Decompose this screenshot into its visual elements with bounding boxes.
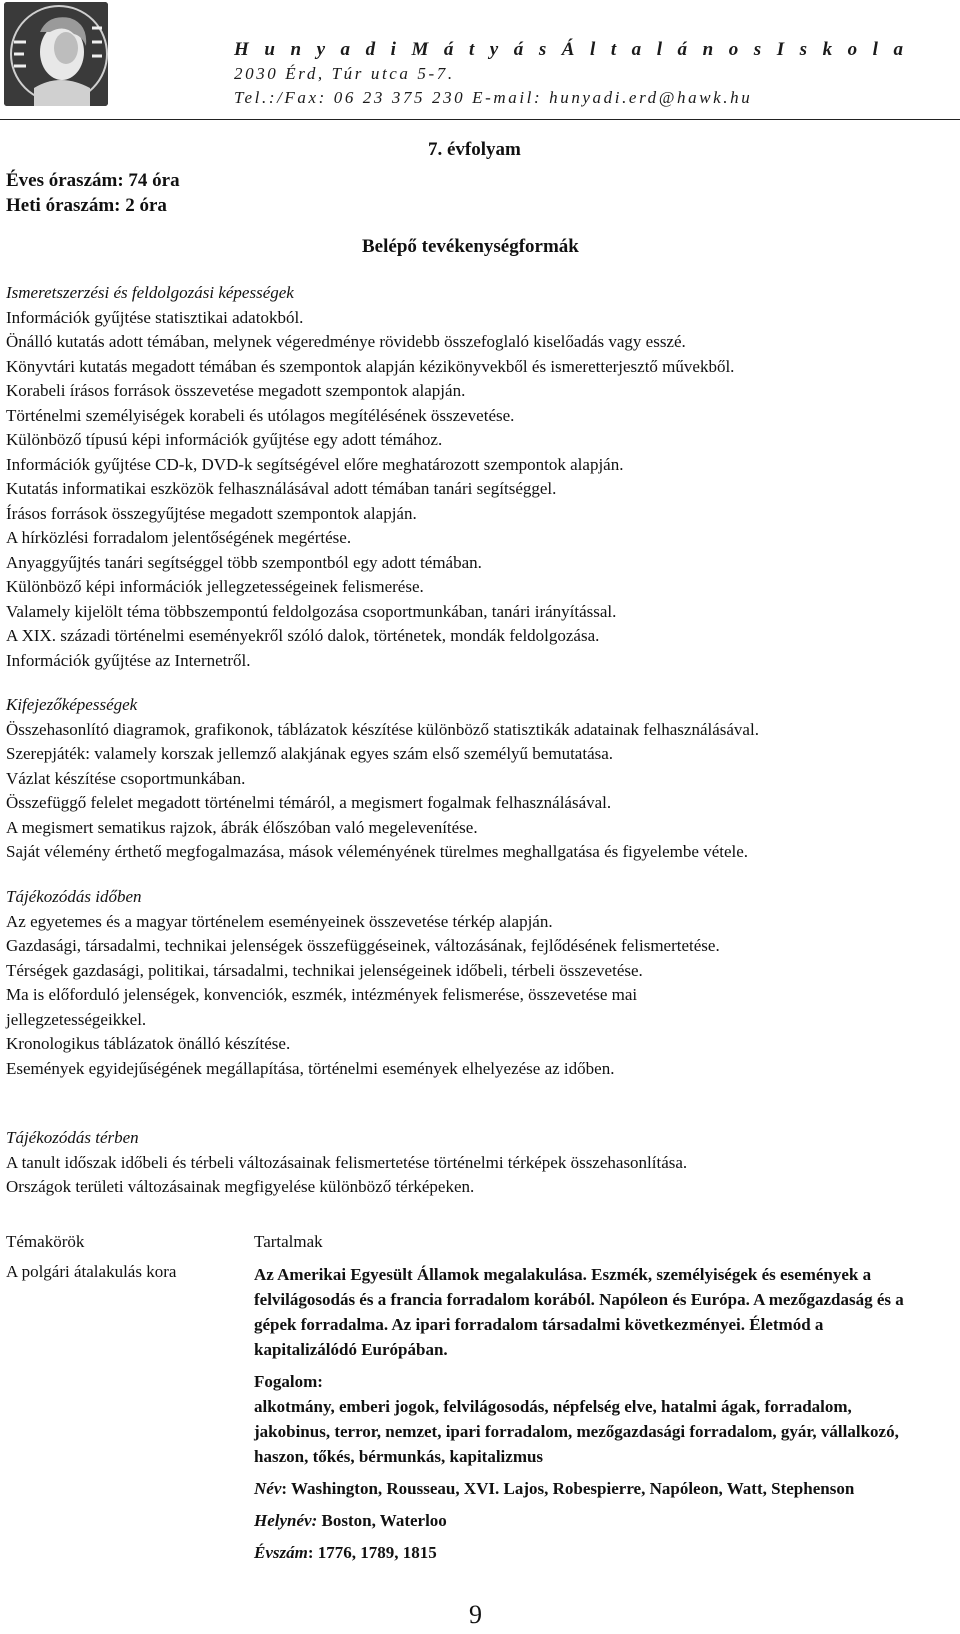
concepts-block — [254, 1369, 914, 1469]
topics-column-header: Témakörök — [6, 1232, 85, 1251]
years-label: Évszám — [254, 1543, 308, 1562]
header-divider — [0, 119, 960, 120]
text-line: A XIX. századi történelmi eseményekről szóló dalok, történetek, mondák feldolgozása. — [6, 626, 600, 645]
places-block — [254, 1508, 914, 1533]
text-line: Különböző típusú képi információk gyűjtése egy adott témához. — [6, 430, 443, 449]
text-line: Kronologikus táblázatok önálló készítése. — [6, 1034, 291, 1053]
text-line: Kutatás informatikai eszközök felhasználásával adott témában tanári segítséggel. — [6, 479, 557, 498]
content-summary: Az Amerikai Egyesült Államok megalakulása. Eszmék, személyiségek és események a felvilágosodás és a francia forradalom korából. Napóleon és Európa. A mezőgazdaság és a gépek forradalma. Az ipari forradalom társadalmi következményei. Életmód a kapitalizálódó Európában. — [254, 1265, 904, 1359]
section-knowledge — [6, 281, 936, 673]
text-line: Információk gyűjtése az Internetről. — [6, 650, 251, 670]
school-logo — [4, 2, 108, 106]
text-line: Anyaggyűjtés tanári segítséggel több szempontból egy adott témában. — [6, 552, 482, 572]
text-line: Valamely kijelölt téma többszempontú feldolgozása csoportmunkában, tanári irányítással. — [6, 601, 617, 621]
text-line: Ma is előforduló jelenségek, konvenciók, eszmék, intézmények felismerése, összevetése mai — [6, 985, 638, 1004]
text-line: jellegzetességeikkel. — [6, 1009, 147, 1029]
school-address: 2030 Érd, Túr utca 5-7. — [234, 64, 455, 83]
topic-cell: A polgári átalakulás kora — [6, 1262, 177, 1281]
section-heading: Ismeretszerzési és feldolgozási képességek — [6, 283, 294, 302]
text-line: Információk gyűjtése statisztikai adatokból. — [6, 307, 304, 327]
text-line: A hírközlési forradalom jelentőségének megértése. — [6, 528, 352, 547]
text-line: Szerepjáték: valamely korszak jellemző alakjának egyes szám első személyű bemutatása. — [6, 744, 614, 763]
section-expression — [6, 693, 936, 865]
names-block — [254, 1476, 914, 1501]
section-heading: Tájékozódás térben — [6, 1128, 139, 1147]
concepts-label: Fogalom: — [254, 1372, 323, 1391]
text-line: Események egyidejűségének megállapítása, történelmi események elhelyezése az időben. — [6, 1058, 615, 1078]
text-line: Vázlat készítése csoportmunkában. — [6, 768, 246, 788]
school-name: H u n y a d i M á t y á s Á l t a l á n o s I s k o l a — [234, 39, 909, 60]
text-line: Az egyetemes és a magyar történelem eseményeinek összevetése térkép alapján. — [6, 911, 553, 931]
names-list: : Washington, Rousseau, XVI. Lajos, Robespierre, Napóleon, Watt, Stephenson — [281, 1479, 855, 1498]
section-heading: Kifejezőképességek — [6, 695, 138, 714]
page-number: 9 — [469, 1600, 482, 1629]
text-line: Információk gyűjtése CD-k, DVD-k segítségével előre meghatározott szempontok alapján. — [6, 454, 624, 474]
names-label: Név — [254, 1479, 282, 1498]
text-line: Korabeli írásos források összevetése megadott szempontok alapján. — [6, 381, 466, 400]
text-line: Összefüggő felelet megadott történelmi témáról, a megismert fogalmak felhasználásával. — [6, 793, 612, 812]
activities-title: Belépő tevékenységformák — [362, 236, 579, 257]
contents-column-header: Tartalmak — [254, 1232, 323, 1251]
content-cell — [254, 1262, 914, 1572]
text-line: Önálló kutatás adott témában, melynek végeredménye rövidebb összefoglaló kiselőadás vagy esszé. — [6, 332, 686, 351]
text-line: Írásos források összegyűjtése megadott szempontok alapján. — [6, 503, 417, 523]
text-line: Összehasonlító diagramok, grafikonok, táblázatok készítése különböző statisztikák adatainak felhasználásával. — [6, 719, 759, 739]
text-line: Különböző képi információk jellegzetességeinek felismerése. — [6, 577, 424, 596]
yearly-hours: Éves óraszám: 74 óra — [6, 170, 180, 191]
section-time-orientation — [6, 885, 936, 1081]
concepts-list: alkotmány, emberi jogok, felvilágosodás, népfelség elve, hatalmi ágak, forradalom, jakobinus, terror, nemzet, ipari forradalom, mezőgazdasági forradalom, gyár, vállalkozó, haszon, tőkés, bérmunkás, kapitalizmus — [254, 1397, 899, 1466]
places-list: Boston, Waterloo — [317, 1511, 447, 1530]
text-line: Térségek gazdasági, politikai, társadalmi, technikai jelenségeinek időbeli, térbeli összevetése. — [6, 960, 643, 980]
text-line: A tanult időszak időbeli és térbeli változásainak felismertetése történelmi térképek összehasonlítása. — [6, 1152, 688, 1172]
weekly-hours: Heti óraszám: 2 óra — [6, 195, 167, 216]
section-space-orientation — [6, 1126, 936, 1200]
section-heading: Tájékozódás időben — [6, 887, 142, 906]
years-block — [254, 1540, 914, 1565]
portrait-seal-icon — [4, 2, 108, 106]
text-line: Történelmi személyiségek korabeli és utólagos megítélésének összevetése. — [6, 405, 515, 425]
places-label: Helynév: — [254, 1511, 318, 1530]
grade-title: 7. évfolyam — [428, 139, 521, 160]
text-line: Gazdasági, társadalmi, technikai jelenségek összefüggéseinek, változásának, fejlődésének felismertetése. — [6, 936, 720, 955]
hours-info — [6, 168, 180, 218]
text-line: Országok területi változásainak megfigyelése különböző térképeken. — [6, 1177, 475, 1196]
school-header — [234, 38, 908, 110]
text-line: Saját vélemény érthető megfogalmazása, mások véleményének türelmes meghallgatása és figyelembe vétele. — [6, 842, 749, 861]
years-list: : 1776, 1789, 1815 — [307, 1543, 437, 1562]
text-line: Könyvtári kutatás megadott témában és szempontok alapján kézikönyvekből és ismeretterjesztő művekből. — [6, 356, 735, 376]
text-line: A megismert sematikus rajzok, ábrák élőszóban való megelevenítése. — [6, 817, 478, 837]
school-contact: Tel.:/Fax: 06 23 375 230 E-mail: hunyadi.erd@hawk.hu — [234, 88, 753, 107]
